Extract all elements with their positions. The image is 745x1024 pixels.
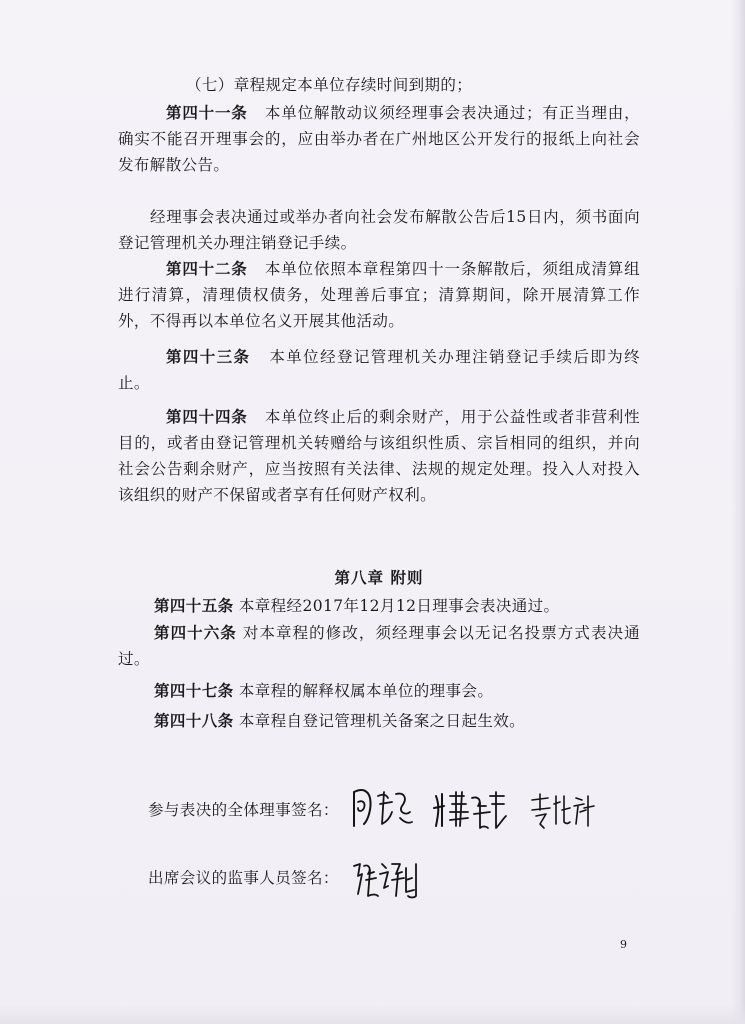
clause-7: （七）章程规定本单位存续时间到期的； [186, 76, 473, 94]
article-47-body: 本章程的解释权属本单位的理事会。 [238, 682, 494, 700]
article-45-heading: 第四十五条 [154, 596, 234, 615]
article-47-heading: 第四十七条 [154, 681, 234, 700]
page-edge-shadow [731, 0, 745, 1024]
supervisors-signature-label: 出席会议的监事人员签名： [148, 869, 339, 887]
article-43-body: 本单位经登记管理机关办理注销登记手续后即为终止。 [118, 348, 640, 392]
director-signature-3 [528, 790, 598, 832]
article-41 [118, 100, 640, 178]
page-number: 9 [620, 938, 627, 951]
article-42 [118, 256, 640, 334]
article-44 [118, 404, 640, 508]
article-48-body: 本章程自登记管理机关备案之日起生效。 [238, 712, 526, 730]
article-46-body: 对本章程的修改，须经理事会以无记名投票方式表决通过。 [118, 624, 640, 668]
article-41-continued: 经理事会表决通过或举办者向社会发布解散公告后15日内，须书面向登记管理机关办理注销登记手续。 [118, 208, 640, 252]
article-48 [118, 708, 640, 734]
chapter-8-title: 第八章 附则 [334, 568, 424, 587]
directors-signature-label: 参与表决的全体理事签名： [148, 801, 339, 819]
article-43-heading: 第四十三条 [166, 347, 251, 366]
article-42-heading: 第四十二条 [166, 259, 248, 278]
article-45-body: 本章程经2017年12月12日理事会表决通过。 [238, 597, 560, 615]
article-43 [118, 344, 640, 396]
article-47 [118, 678, 640, 704]
article-48-heading: 第四十八条 [154, 711, 234, 730]
article-42-body: 本单位依照本章程第四十一条解散后，须组成清算组进行清算，清理债权债务，处理善后事宜；清算期间，除开展清算工作外，不得再以本单位名义开展其他活动。 [118, 260, 640, 330]
article-41-heading: 第四十一条 [166, 103, 248, 122]
article-44-body: 本单位终止后的剩余财产，用于公益性或者非营利性目的，或者由登记管理机关转赠给与该组织性质、宗旨相同的组织，并向社会公告剩余财产，应当按照有关法律、法规的规定处理。投入人对投入该组织的财产不保留或者享有任何财产权利。 [118, 408, 640, 504]
article-41-body: 本单位解散动议须经理事会表决通过；有正当理由，确实不能召开理事会的，应由举办者在广州地区公开发行的报纸上向社会发布解散公告。 [118, 104, 640, 174]
article-44-heading: 第四十四条 [166, 407, 248, 426]
director-signature-2 [430, 786, 510, 836]
supervisor-signature [350, 856, 422, 902]
article-45 [118, 593, 640, 619]
director-signature-1 [348, 778, 418, 834]
page-bottom-shade [0, 1004, 745, 1024]
article-46-heading: 第四十六条 [154, 623, 237, 642]
article-46 [118, 620, 640, 672]
